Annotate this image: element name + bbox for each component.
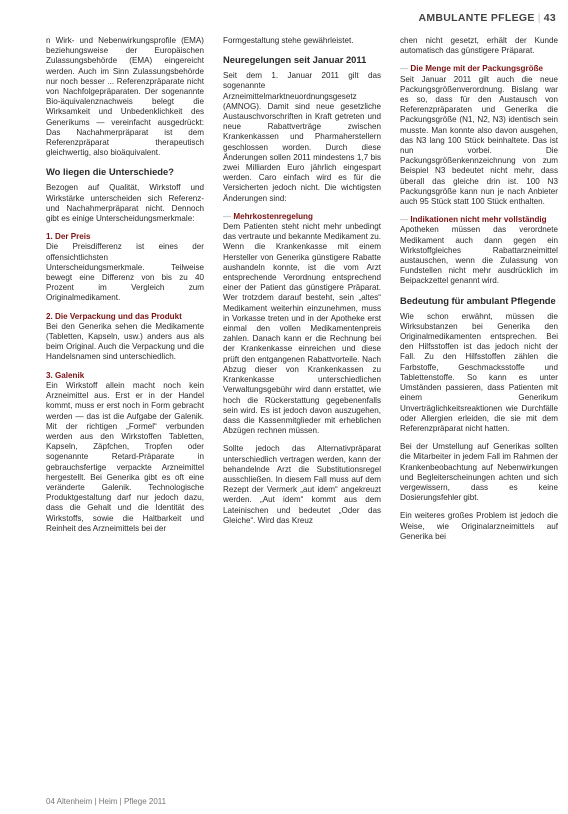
heading-unterschiede: Wo liegen die Unterschiede? — [46, 166, 174, 178]
heading-bedeutung: Bedeutung für ambulant Pflegende — [400, 294, 556, 306]
page-header — [418, 12, 556, 24]
paragraph: Seit dem 1. Januar 2011 gilt das sogenannte Arzneimittelmarktneuordnungsgesetz (AMNOG). Damit sind neue gesetzliche Austauschvorschriften in Kraft getreten und neue Rabattverträge zwischen Krankenkassen und Pharmaherstellern geschlossen worden. Durch diese Änderungen sollen 2011 mindestens 1,7 bis zwei Milliarden Euro jährlich eingespart werden. Caro einfach wird es für die Versicherten jedoch nicht. Die wichtigsten Änderungen sind: — [223, 71, 381, 203]
subheading-packungsgroesse: — Die Menge mit der Packungsgröße — [400, 64, 558, 74]
section-title: AMBULANTE PFLEGE — [418, 12, 535, 24]
paragraph: Formgestaltung stehe gewährleistet. — [223, 36, 354, 45]
page-number: 43 — [543, 12, 556, 24]
page-footer: 04 Altenheim | Heim | Pflege 2011 — [46, 797, 167, 806]
paragraph: Ein Wirkstoff allein macht noch kein Arzneimittel aus. Erst er in der Handel kommt, muss er erst noch in Form gebracht werden — das ist die Aufgabe der Galenik. Mit der richtigen „Formel“ verbunden werden aus den Wirkstoffen Tabletten, Kapseln, Zäpfchen, Tropfen oder sogenannte Retard-Präparate in gebrauchsfertige verpackte Arzneimittel hergestellt. Bei Generika gibt es oft eine veränderte Galenik. Technologische Produktgestaltung darf nur jedoch dazu, dass die Gehalt und die Identität des Wirkstoffs, sowie die Haltbarkeit und Reinheit des Arzneimittels bei der — [46, 380, 204, 533]
paragraph: Sollte jedoch das Alternativpräparat unterschiedlich vertragen werden, kann der behandelnde Arzt die Substitutionsregel ausschließen. In diesem Fall muss auf dem Rezept der Vermerk „aut idem“ angekreuzt werden. „Aut idem“ kommt aus dem Lateinischen und bedeutet „Oder das Gleiche“. Wird das Kreuz — [223, 444, 381, 525]
article-body — [46, 36, 558, 794]
paragraph: Bei der Umstellung auf Generikas sollten die Mitarbeiter in jedem Fall im Rahmen der Krankenbeobachtung auf Nebenwirkungen und Begleiterscheinungen achten und sich vergewissern, dass es keine Dosierungsfehler gibt. — [400, 442, 558, 503]
paragraph: Wie schon erwähnt, müssen die Wirksubstanzen bei Generika den Originalmedikamenten entsprechen. Bei den Hilfsstoffen ist das jedoch nicht der Fall. Zu den Hilfsstoffen zählen die Farbstoffe, Geschmacksstoffe und Tablettenstoffe. So kann es unter Umständen passieren, dass Patienten mit einem Generikum Unverträglichkeitsreaktionen wie Durchfälle oder Allergien erleiden, die sie mit dem Referenzpräparat nicht hatten. — [400, 311, 558, 433]
subheading-preis: 1. Der Preis — [46, 232, 91, 242]
header-separator: | — [537, 12, 541, 24]
column-1 — [46, 36, 204, 542]
paragraph: Seit Januar 2011 gilt auch die neue Packungsgrößenverordnung. Bislang war es so, dass für den Austausch von Referenzpräparaten und Generika die Packungsgröße (N1, N2, N3) identisch sein musste. Man konnte also davon ausgehen, das N3 lang 100 Stück beinhaltete. Das ist nun vorbei. Die Packungsgrößenkennzeichnung von zum Beispiel N3 bedeutet nicht mehr, dass überall das gleiche drin ist. 100 N3 Packungsgröße kann nun je nach Anbieter auch 95 Stück statt 100 Stück enthalten. — [400, 74, 558, 207]
paragraph: Ein weiteres großes Problem ist jedoch die Weise, wie Originalarzneimittels auf Generika bei — [400, 511, 558, 541]
column-2 — [223, 36, 381, 534]
paragraph: n Wirk- und Nebenwirkungsprofile (EMA) beziehungsweise der Europäischen Zulassungsbehörde (EMA) eingereicht werden. Auch im Sinn Zulassungsbehörde nur noch besser ... Referenzpräparate nicht von Nachfolgepräparaten. Der sogenannte Bio-äquivalenznachweis belegt die Wirksamkeit und Unbedenklichkeit des Generikums — vereinfacht ausgedrückt: Das Nachahmerpräparat ist dem Referenzpräparat therapeutisch gleichwertig, also bioäquivalent. — [46, 36, 204, 158]
paragraph: Bei den Generika sehen die Medikamente (Tabletten, Kapseln, usw.) anders aus als beim Original. Auch die Verpackung und die Handelsnamen sind unterschiedlich. — [46, 321, 204, 362]
subheading-mehrkosten: — Mehrkostenregelung — [223, 212, 381, 222]
paragraph: Die Preisdifferenz ist eines der offensichtlichsten Unterscheidungsmerkmale. Teilweise bewegt eine Differenz von bis zu 40 Prozent im Vergleich zum Originalmedikament. — [46, 242, 204, 303]
column-3 — [400, 36, 558, 550]
subheading-verpackung: 2. Die Verpackung und das Produkt — [46, 311, 182, 321]
paragraph: Bezogen auf Qualität, Wirkstoff und Wirkstärke unterscheiden sich Referenz- und Nachahmerpräparat nicht. Dennoch gibt es einige Unterscheidungsmerkmale: — [46, 183, 204, 224]
paragraph: Apotheken müssen das verordnete Medikament auch dann gegen ein Wirkstoffgleiches Rabattarzneimittel austauschen, wenn die Zulassung von Fundstellen nicht mehr ausdrücklich im Beipackzettel genannt wird. — [400, 225, 558, 286]
heading-neuregelungen: Neuregelungen seit Januar 2011 — [223, 54, 367, 66]
subheading-indikationen: — Indikationen nicht mehr vollständig — [400, 215, 558, 225]
subheading-galenik: 3. Galenik — [46, 370, 85, 380]
paragraph: Dem Patienten steht nicht mehr unbedingt das vertraute und bekannte Medikament zu. Wenn die Krankenkasse mit einem Hersteller von Generika günstigere Rabatte aushandeln konnte, ist die vom Arzt entsprechende Verordnung entsprechend einer der Patient das günstigere Präparat. Wer trotzdem darauf besteht, sein „altes“ Medikament weiterhin einzunehmen, muss in Vorkasse treten und in der Apotheke erst einmal den vollen Medikamentenpreis zahlen. Danach kann er die Rechnung bei der Krankenkasse einreichen und diese prüft den entgangenen Rabattvorteile. Nach Abzug dieser von Krankenkassen zu Krankenkasse unterschiedlichen Verwaltungsgebühr wird dann erstattet, wie hoch die Rückerstattung gegebenenfalls sein wird. Es ist jedoch davon auszugehen, dass die Kassenmitglieder mit erheblichen Abzügen rechnen müssen. — [223, 222, 381, 436]
paragraph: chen nicht gesetzt, erhält der Kunde automatisch das günstigere Präparat. — [400, 36, 558, 56]
